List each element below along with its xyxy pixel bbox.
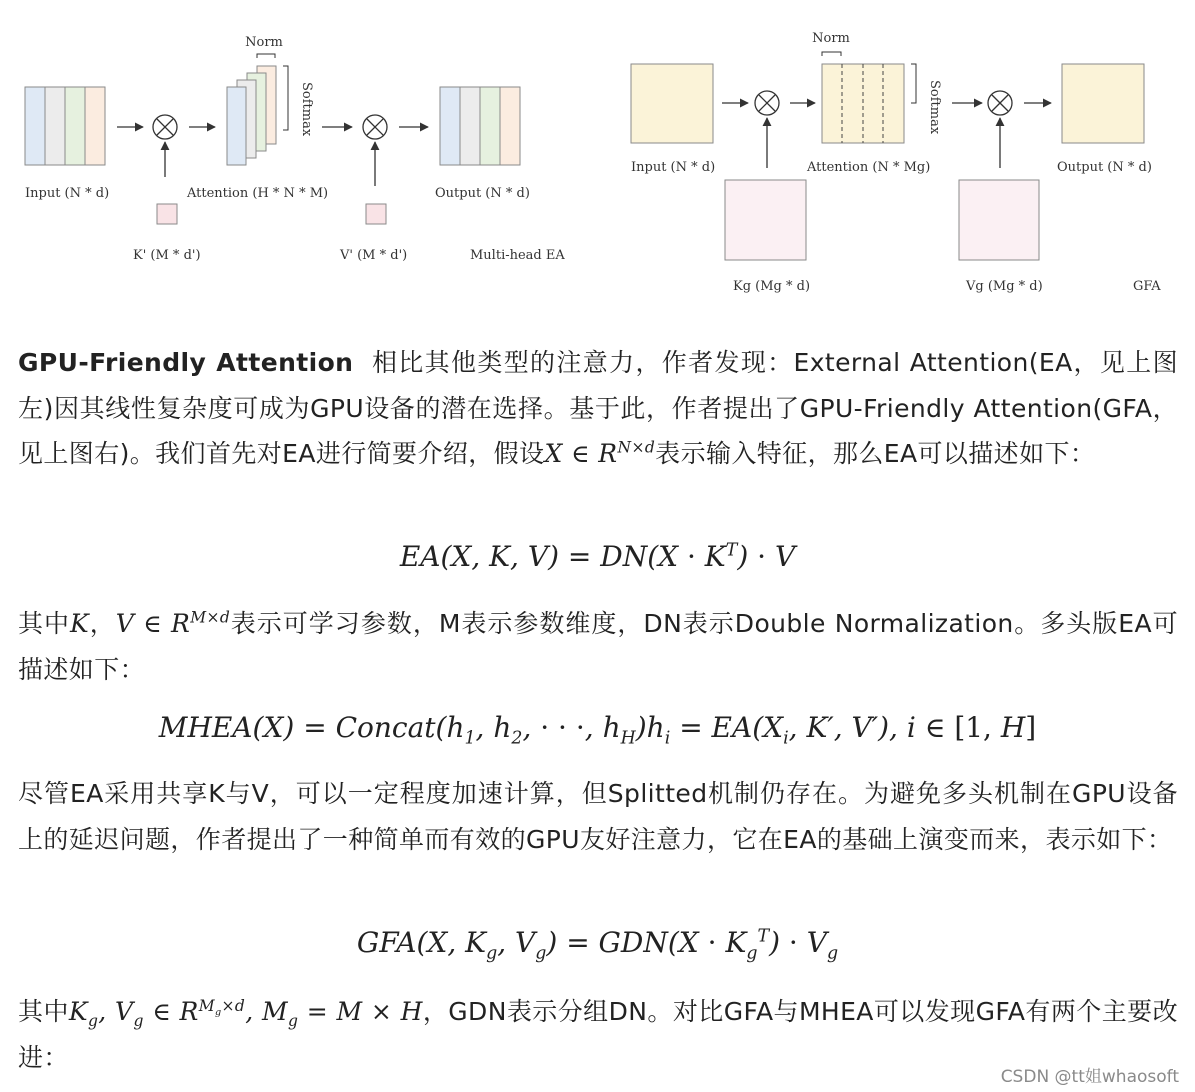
kg-label-right: Kg (Mg * d) [733, 279, 811, 294]
softmax-label-right: Softmax [927, 80, 942, 135]
gfa-improvements-text-a: 其中 [18, 997, 69, 1026]
intro-text-b: 表示输入特征，那么EA可以描述如下： [655, 439, 1096, 468]
caption-left: Multi-head EA [470, 248, 565, 263]
gfa-diagram [631, 31, 1161, 294]
output-label-left: Output (N * d) [435, 186, 530, 201]
math-k-v-in-r: K [70, 609, 90, 638]
output-label-right: Output (N * d) [1057, 160, 1152, 175]
softmax-label-left: Softmax [299, 82, 314, 137]
multi-head-ea-diagram [25, 35, 565, 263]
math-kg-vg: $K_g$, $V_g$ ∈ $R^{M_g\times d}$, $M_g = M \times H$ [68, 996, 423, 1030]
input-tensor-right [631, 64, 713, 143]
attention-stack-left [227, 66, 276, 165]
gfa-improvements-text-b: ，GDN表示分组DN。对比GFA与MHEA可以发现GFA有两个主要改进： [18, 997, 1178, 1072]
attention-label-left: Attention (H * N * M) [187, 186, 329, 201]
input-label-left: Input (N * d) [25, 186, 110, 201]
math-x-in-r: X ∈ $R^{N\times d}$ [544, 438, 656, 468]
architecture-figure [0, 0, 1195, 310]
output-tensor-right [1062, 64, 1144, 143]
paragraph-params: 其中K，V ∈ $R^{M\times d}$表示可学习参数，M表示参数维度，DN表示Double Normalization。多头版EA可描述如下： [18, 608, 1178, 684]
paragraph-intro [18, 340, 1178, 477]
paragraph-gfa-motivation [18, 771, 1178, 862]
params-text-b: 表示可学习参数，M表示参数维度，DN表示Double Normalization。多头版EA可描述如下： [18, 609, 1178, 684]
gfa-motivation-text: 尽管EA采用共享K与V，可以一定程度加速计算，但Splitted机制仍存在。为避免多头机制在GPU设备上的延迟问题，作者提出了一种简单而有效的GPU友好注意力，它在EA的基础上演变而来，表示如下： [18, 779, 1178, 854]
matmul-icon [755, 91, 779, 115]
output-tensor-left [440, 87, 520, 165]
attention-label-right: Attention (N * Mg) [807, 160, 931, 175]
gfa-heading: GPU-Friendly Attention [18, 348, 354, 377]
params-text-a: 其中 [18, 609, 71, 638]
intro-text-a: 相比其他类型的注意力，作者发现：External Attention(EA，见上图左)因其线性复杂度可成为GPU设备的潜在选择。基于此，作者提出了GPU-Friendly Attention(GFA，见上图右)。我们首先对EA进行简要介绍，假设 [18, 348, 1178, 468]
caption-right: GFA [1133, 279, 1161, 294]
matmul-icon [988, 91, 1012, 115]
kg-memory-right [725, 180, 806, 260]
vg-memory-right [959, 180, 1039, 260]
csdn-watermark: CSDN @tt姐whaosoft [1000, 1067, 1179, 1087]
k-label-left: K' (M * d') [133, 248, 201, 263]
norm-label-left: Norm [245, 35, 283, 50]
input-tensor-left [25, 87, 105, 165]
input-label-right: Input (N * d) [631, 160, 716, 175]
attention-map-right [822, 64, 904, 143]
v-label-left: V' (M * d') [340, 248, 408, 263]
k-memory-left [157, 204, 177, 224]
equation-ea: EA(X, K, $V) = DN(X \cdot K^T) \cdot V$ [399, 540, 796, 573]
v-memory-left [366, 204, 386, 224]
matmul-icon [363, 115, 387, 139]
equation-gfa: GFA(X, $K_g$, $V_g) = GDN(X \cdot K_g^T) \cdot V_g$ [356, 926, 839, 964]
matmul-icon [153, 115, 177, 139]
norm-label-right: Norm [812, 31, 850, 46]
vg-label-right: Vg (Mg * d) [966, 279, 1043, 294]
equation-mhea: MHEA(X) = $Concat(h_1$, $h_2$, · · ·, $h_H)h_i = EA(X_i$, K′, V′), i ∈ [1, H] [158, 711, 1037, 749]
